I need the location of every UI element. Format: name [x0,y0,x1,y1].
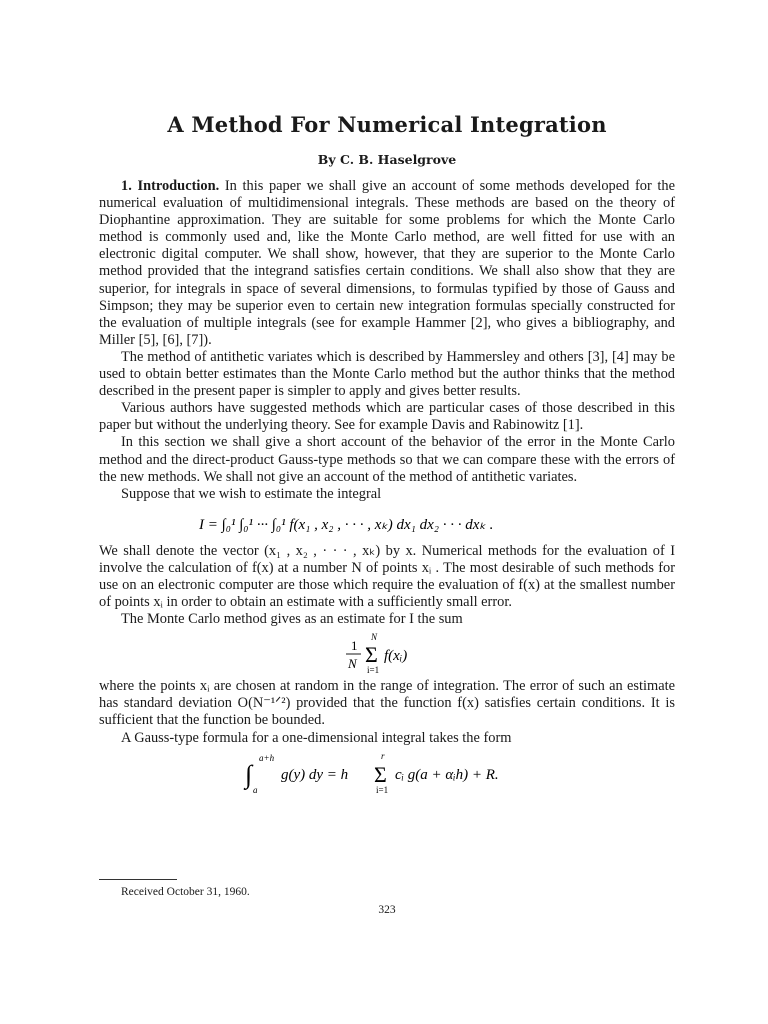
equation-3-svg [99,751,675,795]
paragraph: We shall denote the vector (x₁ , x₂ , · · · , xₖ) by x. Numerical methods for the evaluation of I involve the calculation of f(x) at a number N of points xᵢ . The most desirable of such methods for use on an electronic computer are those which require the evaluation of f(x) at the smallest number of points xᵢ in order to obtain an estimate with a sufficiently small error. [99,542,675,611]
paragraph: Suppose that we wish to estimate the integral [121,485,382,502]
eq2-frac-num: 1 [351,638,358,654]
equation-gauss [99,751,675,795]
paragraph: The method of antithetic variates which is described by Hammersley and others [3], [4] may be used to obtain better estimates than the Monte Carlo method but the author thinks that the method described in the present paper is simpler to apply and gives better results. [99,348,675,400]
footnote-received: Received October 31, 1960. [121,886,250,898]
section-heading: 1. Introduction. [121,178,220,194]
eq3-sum-top: r [381,750,385,761]
eq2-sum-bottom: i=1 [367,665,380,676]
footnote-divider [99,879,177,880]
eq2-frac-den: N [348,656,357,672]
eq2-term: f(xᵢ) [384,648,408,665]
eq3-sum-bottom: i=1 [376,784,389,795]
integral-symbol: ∫ [245,759,253,789]
paragraph: where the points xᵢ are chosen at random in the range of integration. The error of such an estimate has standard deviation O(N⁻¹ᐟ²) provided that the function f(x) satisfies certain conditions. It is sufficient that the function be bounded. [99,678,675,729]
eq2-sum-top: N [371,632,378,643]
paragraph: A Gauss-type formula for a one-dimensional integral takes the form [121,729,512,746]
eq3-int-top: a+h [259,752,275,763]
paragraph-text: In this paper we shall give an account of some methods developed for the numerical evaluation of multidimensional integrals. These methods are based on the theory of Diophantine approximation. They are suitable for some problems for which the Monte Carlo method is commonly used and, like the Monte Carlo method, are well fitted for use with an electronic digital computer. We shall show, however, that they are superior to the Monte Carlo method provided that the integrand satisfies certain conditions. We shall also show that they are superior, for integrals in space of several dimensions, to formulas typified by those of Gauss and Simpson; they may be superior even to certain new integration formulas specially constructed for the evaluation of multiple integrals (see for example Hammer [2], who gives a bibliography, and Miller [5], [6], [7]). [99,178,676,348]
paragraph: The Monte Carlo method gives as an estimate for I the sum [121,611,463,628]
eq3-left: g(y) dy = h [281,766,349,783]
page-number: 323 [378,904,396,916]
intro-paragraph [99,178,675,349]
paragraph: In this section we shall give a short account of the behavior of the error in the Monte Carlo method and the direct-product Gauss-type methods so that we can compare these with the errors of the new methods. We shall not give an account of the method of antithetic variates. [99,434,675,485]
equation-sum [99,632,675,676]
equation-integral [99,507,675,541]
equation-2-svg [99,632,675,676]
equation-1-svg [99,507,675,541]
paper-author: By C. B. Haselgrove [317,152,457,167]
paper-body [99,178,675,797]
eq3-int-bottom: a [253,784,258,795]
eq1-text: I = ∫₀¹ ∫₀¹ ··· ∫₀¹ f(x₁ , x₂ , · · · , xₖ) dx₁ dx₂ · · · dxₖ . [199,516,494,533]
paragraph: Various authors have suggested methods which are particular cases of those described in this paper but without the underlying theory. See for example Davis and Rabinowitz [1]. [99,400,675,434]
paper-title: A Method For Numerical Integration [167,112,607,137]
sigma-symbol: Σ [365,642,378,668]
sigma-symbol: Σ [374,761,387,787]
eq3-right: cᵢ g(a + αᵢh) + R. [395,766,499,783]
